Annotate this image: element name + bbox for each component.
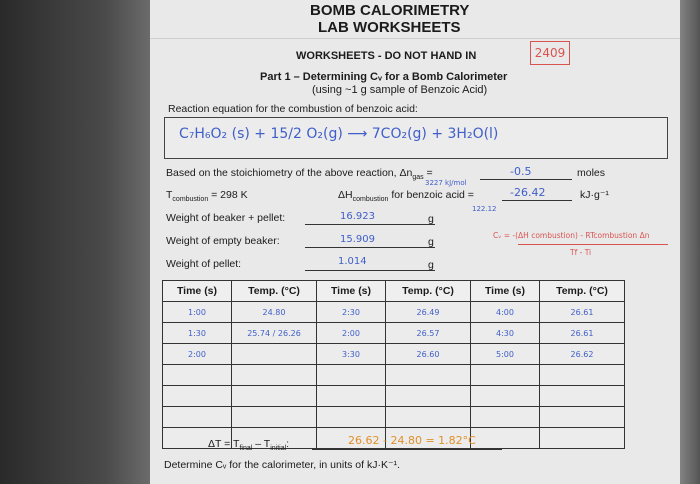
table-cell bbox=[386, 365, 471, 386]
dh-unit: kJ·g⁻¹ bbox=[580, 189, 609, 201]
table-cell bbox=[232, 386, 317, 407]
table-cell bbox=[471, 365, 540, 386]
pellet-unit: g bbox=[428, 259, 434, 271]
table-header-row bbox=[163, 281, 625, 302]
worksheet-note: WORKSHEETS - DO NOT HAND IN bbox=[296, 50, 477, 62]
table-cell: 26.61 bbox=[540, 302, 625, 323]
header-time-3: Time (s) bbox=[471, 281, 540, 302]
temperature-table bbox=[162, 280, 625, 449]
table-cell bbox=[163, 407, 232, 428]
table-cell bbox=[471, 386, 540, 407]
pellet-underline bbox=[305, 270, 435, 271]
title-line-1: BOMB CALORIMETRY bbox=[310, 2, 470, 19]
table-cell bbox=[471, 428, 540, 449]
table-cell bbox=[540, 386, 625, 407]
stoich-underline bbox=[480, 179, 572, 180]
table-cell bbox=[540, 365, 625, 386]
background-left bbox=[0, 0, 150, 484]
table-cell: 26.60 bbox=[386, 344, 471, 365]
worksheet-page bbox=[150, 0, 680, 484]
table-cell: 1:30 bbox=[163, 323, 232, 344]
table-cell bbox=[163, 365, 232, 386]
table-cell bbox=[317, 365, 386, 386]
reaction-handwriting: C₇H₆O₂ (s) + 15/2 O₂(g) ⟶ 7CO₂(g) + 3H₂O(l) bbox=[179, 126, 499, 142]
table-cell bbox=[232, 344, 317, 365]
side-formula-denominator: Tf - Ti bbox=[570, 248, 592, 257]
empty-beaker-underline bbox=[305, 247, 435, 248]
table-cell: 26.49 bbox=[386, 302, 471, 323]
dh-molar-note: 3227 kJ/mol bbox=[425, 179, 467, 187]
table-row bbox=[163, 386, 625, 407]
empty-beaker-value: 15.909 bbox=[340, 234, 375, 245]
table-cell bbox=[386, 386, 471, 407]
part1-subheading: (using ~1 g sample of Benzoic Acid) bbox=[312, 84, 488, 96]
table-cell bbox=[317, 386, 386, 407]
table-cell: 3:30 bbox=[317, 344, 386, 365]
reaction-box bbox=[164, 117, 668, 159]
beaker-pellet-value: 16.923 bbox=[340, 211, 375, 222]
table-row bbox=[163, 365, 625, 386]
table-cell: 4:00 bbox=[471, 302, 540, 323]
header-temp-2: Temp. (°C) bbox=[386, 281, 471, 302]
empty-beaker-unit: g bbox=[428, 236, 434, 248]
table-cell bbox=[163, 386, 232, 407]
table-cell: 26.62 bbox=[540, 344, 625, 365]
part1-heading: Part 1 – Determining Cᵥ for a Bomb Calorimeter bbox=[260, 71, 508, 83]
delta-t-underline bbox=[312, 449, 502, 450]
empty-beaker-label: Weight of empty beaker: bbox=[166, 235, 280, 247]
beaker-pellet-label: Weight of beaker + pellet: bbox=[166, 212, 286, 224]
table-cell bbox=[540, 428, 625, 449]
determine-cv-text: Determine Cᵥ for the calorimeter, in units of kJ·K⁻¹. bbox=[164, 459, 400, 471]
dh-molar-mass-note: 122.12 bbox=[472, 205, 497, 213]
header-temp-1: Temp. (°C) bbox=[232, 281, 317, 302]
table-row bbox=[163, 302, 625, 323]
table-cell: 5:00 bbox=[471, 344, 540, 365]
title-line-2: LAB WORKSHEETS bbox=[318, 19, 461, 36]
table-cell bbox=[317, 407, 386, 428]
pellet-value: 1.014 bbox=[338, 256, 367, 267]
beaker-pellet-unit: g bbox=[428, 213, 434, 225]
table-cell bbox=[471, 407, 540, 428]
header-time-2: Time (s) bbox=[317, 281, 386, 302]
table-cell: 2:00 bbox=[163, 344, 232, 365]
table-cell: 24.80 bbox=[232, 302, 317, 323]
table-cell: 2:30 bbox=[317, 302, 386, 323]
table-cell: 25.74 / 26.26 bbox=[232, 323, 317, 344]
tcombustion-label: $T_{combustion} = 298$ K bbox=[166, 189, 248, 204]
stoich-label: Based on the stoichiometry of the above reaction, $\Delta n_{gas}$ = bbox=[166, 167, 433, 182]
side-formula-bar bbox=[518, 244, 668, 245]
header-temp-3: Temp. (°C) bbox=[540, 281, 625, 302]
table-row bbox=[163, 323, 625, 344]
delta-t-label: $\Delta T = T_{final} - T_{initial}$: bbox=[208, 438, 290, 453]
dh-value: -26.42 bbox=[510, 186, 546, 199]
beaker-pellet-underline bbox=[305, 224, 435, 225]
stoich-unit: moles bbox=[577, 167, 606, 179]
table-cell: 26.61 bbox=[540, 323, 625, 344]
table-cell: 4:30 bbox=[471, 323, 540, 344]
header-rule bbox=[150, 38, 680, 39]
pellet-label: Weight of pellet: bbox=[166, 258, 242, 270]
table-cell bbox=[386, 407, 471, 428]
handwritten-stamp: 2409 bbox=[530, 41, 570, 65]
table-cell: 2:00 bbox=[317, 323, 386, 344]
side-formula-numerator: Cᵥ = -(ΔH combustion) - RTcombustion Δn bbox=[493, 231, 650, 240]
dh-underline bbox=[502, 200, 572, 201]
reaction-label: Reaction equation for the combustion of benzoic acid: bbox=[168, 103, 418, 115]
table-cell: 26.57 bbox=[386, 323, 471, 344]
delta-t-value: 26.62 - 24.80 = 1.82°C bbox=[348, 434, 476, 447]
header-time-1: Time (s) bbox=[163, 281, 232, 302]
table-row bbox=[163, 407, 625, 428]
table-cell bbox=[540, 407, 625, 428]
table-row bbox=[163, 344, 625, 365]
table-cell: 1:00 bbox=[163, 302, 232, 323]
table-cell bbox=[232, 365, 317, 386]
stoich-value: -0.5 bbox=[510, 165, 532, 178]
dh-label: $\Delta H_{combustion}$ for benzoic acid = bbox=[338, 189, 474, 204]
table-cell bbox=[232, 407, 317, 428]
